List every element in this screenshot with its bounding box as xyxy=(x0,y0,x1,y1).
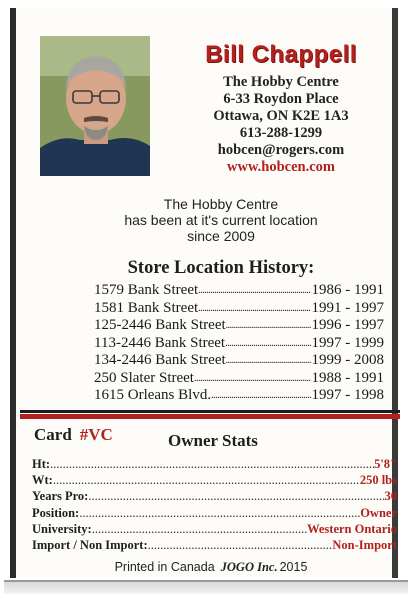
stat-row xyxy=(32,472,397,488)
history-row xyxy=(94,300,384,318)
owner-photo xyxy=(40,36,150,176)
publisher-brand: JOGO Inc. xyxy=(220,560,278,574)
history-years: 1999 - 2008 xyxy=(311,352,384,368)
history-location: 134-2446 Bank Street xyxy=(94,352,226,368)
email-address: hobcen@rogers.com xyxy=(217,142,345,158)
intro-line-3: since 2009 xyxy=(187,228,255,244)
history-location: 125-2446 Bank Street xyxy=(94,317,226,333)
history-years: 1991 - 1997 xyxy=(311,299,384,316)
history-row xyxy=(94,335,384,353)
card-number xyxy=(34,425,113,445)
stat-label: Ht: xyxy=(32,457,51,471)
stat-label: Import / Non Import: xyxy=(32,538,148,553)
history-location: 1581 Bank Street xyxy=(94,299,199,316)
intro-line-2: has been at it's current location xyxy=(124,212,318,228)
stat-value: Non-Import xyxy=(332,538,397,553)
trading-card xyxy=(10,8,398,578)
stats-title: Owner Stats xyxy=(168,431,258,450)
history-row xyxy=(94,387,384,405)
phone-number: 613-288-1299 xyxy=(239,125,323,141)
printed-in: Printed in Canada xyxy=(114,560,215,574)
stat-row xyxy=(32,456,397,472)
history-years: 1986 - 1991 xyxy=(311,282,384,298)
contact-block xyxy=(168,74,394,176)
history-years: 1988 - 1991 xyxy=(311,369,384,386)
owner-name: Bill Chappell xyxy=(205,41,357,68)
history-years: 1997 - 1998 xyxy=(311,387,384,403)
website-address: www.hobcen.com xyxy=(227,159,335,175)
stat-label: Position: xyxy=(32,505,80,520)
intro-line-1: The Hobby Centre xyxy=(163,196,279,212)
history-years: 1996 - 1997 xyxy=(311,317,384,333)
history-row xyxy=(94,317,384,335)
history-location: 113-2446 Bank Street xyxy=(94,334,226,351)
history-row xyxy=(94,352,384,370)
stat-row xyxy=(32,537,397,553)
stat-value: 250 lbs xyxy=(359,473,397,488)
address-line-1: 6-33 Roydon Place xyxy=(223,91,339,107)
address-line-2: Ottawa, ON K2E 1A3 xyxy=(213,108,349,124)
history-row xyxy=(94,370,384,388)
history-location: 1615 Orleans Blvd. xyxy=(94,387,212,403)
card-edge-shadow xyxy=(4,580,408,594)
owner-stats-list xyxy=(32,456,397,553)
stat-row xyxy=(32,488,397,504)
history-years: 1997 - 1999 xyxy=(311,334,384,351)
history-title: Store Location History: xyxy=(127,258,315,278)
stat-row xyxy=(32,521,397,537)
history-row xyxy=(94,282,384,300)
stat-value: 30 xyxy=(384,489,397,504)
stat-value: Owner xyxy=(360,505,397,520)
divider-black xyxy=(20,410,400,413)
history-location: 1579 Bank Street xyxy=(94,282,199,298)
location-history-list xyxy=(94,282,384,405)
divider-red xyxy=(20,414,400,419)
stat-row xyxy=(32,505,397,521)
print-footer xyxy=(56,560,366,575)
card-label: Card xyxy=(34,425,72,444)
intro-text xyxy=(76,196,366,244)
stat-label: Years Pro: xyxy=(32,489,89,504)
print-year: 2015 xyxy=(279,560,308,574)
history-location: 250 Slater Street xyxy=(94,369,194,386)
stat-label: University: xyxy=(32,521,92,536)
business-name: The Hobby Centre xyxy=(223,74,339,90)
card-id: #VC xyxy=(79,425,113,444)
stat-label: Wt: xyxy=(32,473,53,488)
stat-value: 5'8" xyxy=(374,457,397,471)
stat-value: Western Ontario xyxy=(307,521,397,536)
